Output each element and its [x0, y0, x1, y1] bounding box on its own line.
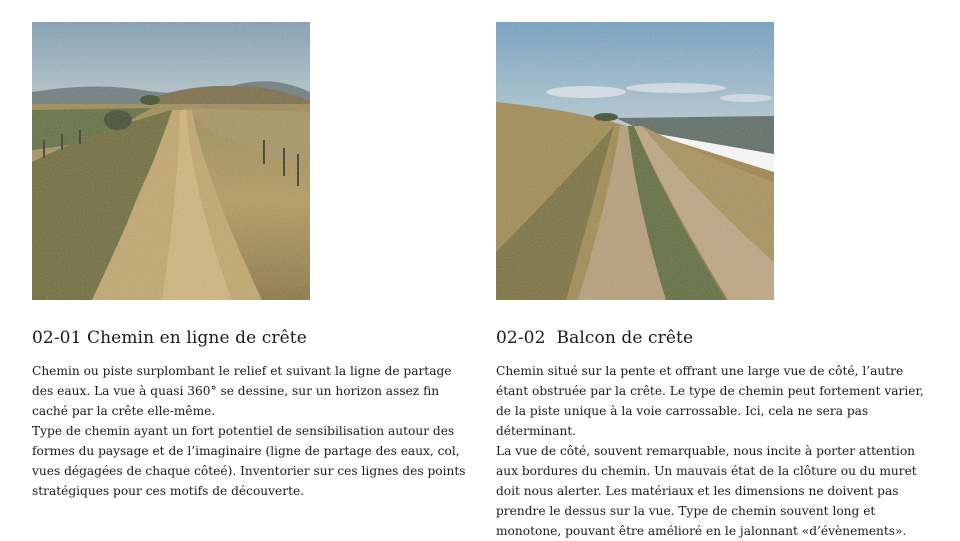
section-body: [496, 361, 936, 541]
photo-crest-path: [32, 22, 310, 300]
body-paragraph: Type de chemin ayant un fort potentiel de sensibilisation autour des formes du paysage et de l’imaginaire (ligne de partage des eaux, col, vues dégagées de chaque côteé). Inventorier sur ces lignes des points stratégiques pour ces motifs de découverte.: [32, 424, 466, 498]
section-body: [32, 361, 472, 501]
section-crest-path: [32, 22, 472, 501]
body-paragraph: La vue de côté, souvent remarquable, nous incite à porter attention aux bordures du chemin. Un mauvais état de la clôture ou du muret doit nous alerter. Les matériaux et les dimensions ne doivent pas prendre le dessus sur la vue. Type de chemin souvent long et monotone, pouvant être amélioré en le jalonnant «d’évènements».: [496, 444, 917, 538]
body-paragraph: Chemin ou piste surplombant le relief et suivant la ligne de partage des eaux. La vue à quasi 360° se dessine, sur un horizon assez fin caché par la crête elle-même.: [32, 364, 452, 418]
photo-crest-balcony: [496, 22, 774, 300]
section-crest-balcony: [496, 22, 936, 541]
body-paragraph: Chemin situé sur la pente et offrant une large vue de côté, l’autre étant obstruée par la crête. Le type de chemin peut fortement varier, de la piste unique à la voie carrossable. Ici, cela ne sera pas déterminant.: [496, 364, 924, 438]
section-title: 02-02 Balcon de crête: [496, 328, 694, 348]
section-title: 02-01 Chemin en ligne de crête: [32, 328, 307, 348]
